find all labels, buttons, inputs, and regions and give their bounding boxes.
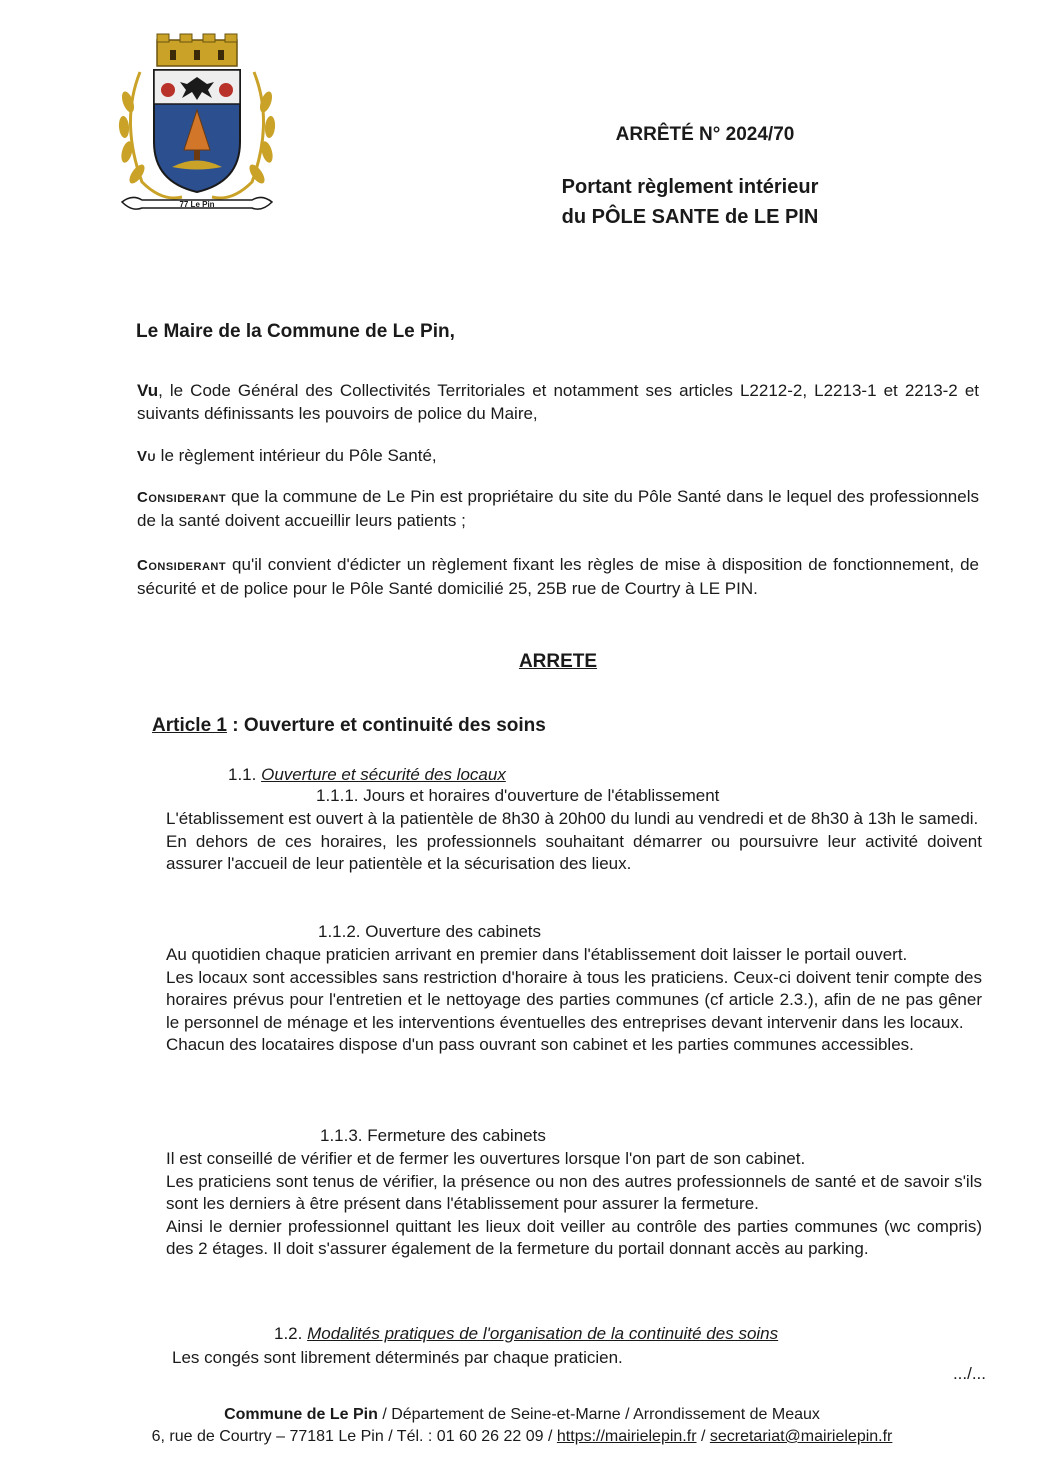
section-number: 1.1. [228,765,262,784]
mayor-line: Le Maire de la Commune de Le Pin, [136,321,455,342]
section-1-1-heading [228,765,506,785]
subsection-1-1-2-heading: 1.1.2. Ouverture des cabinets [318,922,542,941]
footer-website-link[interactable]: https://mairielepin.fr [556,1428,697,1445]
page-footer [0,1404,1044,1448]
footer-department: / Département de Seine-et-Marne / Arrondissement de Meaux [377,1406,820,1423]
preamble-text: que la commune de Le Pin est propriétaire du site du Pôle Santé dans le lequel des professionnels de la santé doivent accueillir leurs patients ; [137,487,979,530]
section-title: Ouverture et sécurité des locaux [261,765,506,784]
mural-crown-icon [157,34,237,66]
commune-crest-logo [112,32,282,217]
fruit-right-icon [219,83,233,97]
preamble-considerant-2 [137,553,979,600]
subsection-1-1-1-text: L'établissement est ouvert à la patientèle de 8h30 à 20h00 du lundi au vendredi et de 8h30 à 13h le samedi. En dehors de ces horaires, les professionnels souhaitant démarrer ou poursuivre leur activité doivent assurer l'accueil de leur patientèle et la sécurisation des lieux. [166,809,982,873]
footer-email-link[interactable]: secretariat@mairielepin.fr [709,1428,893,1445]
footer-line-2 [0,1426,1044,1448]
footer-commune: Commune de Le Pin [224,1406,378,1423]
section-1-2-heading [274,1324,778,1344]
fruit-left-icon [161,83,175,97]
preamble-text: qu'il convient d'édicter un règlement fixant les règles de mise à disposition de fonctionnement, de sécurité et de police pour le Pôle Santé domicilié 25, 25B rue de Courtry à LE PIN. [137,555,979,598]
preamble-vu-reglement [137,444,979,468]
section-number: 1.2. [274,1324,308,1343]
subsection-1-1-3-text: Il est conseillé de vérifier et de fermer les ouvertures lorsque l'on part de son cabinet. Les praticiens sont tenus de vérifier, la présence ou non des autres professionnels de santé et de savoir s'ils sont les derniers à être présent dans l'établissement pour assurer la fermeture. Ainsi le dernier professionnel quittant les lieux doit veiller au contrôle des parties communes (wc compris) des 2 étages. Il doit s'assurer également de la fermeture du portail donnant accès au parking. [166,1149,982,1258]
document-title-line-2: du PÔLE SANTE de LE PIN [561,206,819,228]
preamble-lead: Vu [137,448,156,465]
section-1-2-text: Les congés sont librement déterminés par chaque praticien. [172,1348,623,1367]
shield-icon [154,70,240,192]
document-header [500,124,880,232]
article-1-heading [152,715,546,737]
arrete-number: ARRÊTÉ N° 2024/70 [615,124,795,145]
footer-address: 6, rue de Courtry – 77181 Le Pin / Tél. : 01 60 26 22 09 / [151,1428,557,1445]
preamble-text: , le Code Général des Collectivités Territoriales et notamment ses articles L2212-2, L2213-1 et 2213-2 et suivants définissants les pouvoirs de police du Maire, [137,381,979,423]
preamble-text: le règlement intérieur du Pôle Santé, [155,446,437,465]
subsection-1-1-3-heading: 1.1.3. Fermeture des cabinets [320,1126,546,1145]
preamble-lead: Considerant [137,489,227,506]
svg-text:77 Le Pin: 77 Le Pin [179,200,215,209]
document-title-line-1: Portant règlement intérieur [561,176,819,198]
preamble-lead: Considerant [137,557,227,574]
subsection-1-1-2-text: Au quotidien chaque praticien arrivant en premier dans l'établissement doit laisser le portail ouvert. Les locaux sont accessibles sans restriction d'horaire à tous les praticiens. Ceux-ci doivent tenir compte des horaires prévus pour l'entretien et le nettoyage des parties communes (cf article 2.3.), afin de ne pas gêner le personnel de ménage et les interventions éventuelles des entreprises devant intervenir dans les locaux. Chacun des locataires dispose d'un pass ouvrant son cabinet et les parties communes accessibles. [166,945,982,1054]
preamble-lead: Vu [137,381,159,400]
motto-ribbon [122,197,272,209]
article-1-label: Article 1 [152,715,227,736]
footer-separator: / [696,1428,710,1445]
continuation-mark: .../... [952,1364,986,1383]
preamble-vu-code [137,379,979,425]
article-1-title: : Ouverture et continuité des soins [226,715,546,736]
footer-line-1 [0,1404,1044,1426]
section-title: Modalités pratiques de l'organisation de la continuité des soins [307,1324,779,1343]
arrete-heading: ARRETE [518,651,598,672]
subsection-1-1-1-heading: 1.1.1. Jours et horaires d'ouverture de l'établissement [316,786,720,805]
preamble-considerant-1 [137,485,979,532]
